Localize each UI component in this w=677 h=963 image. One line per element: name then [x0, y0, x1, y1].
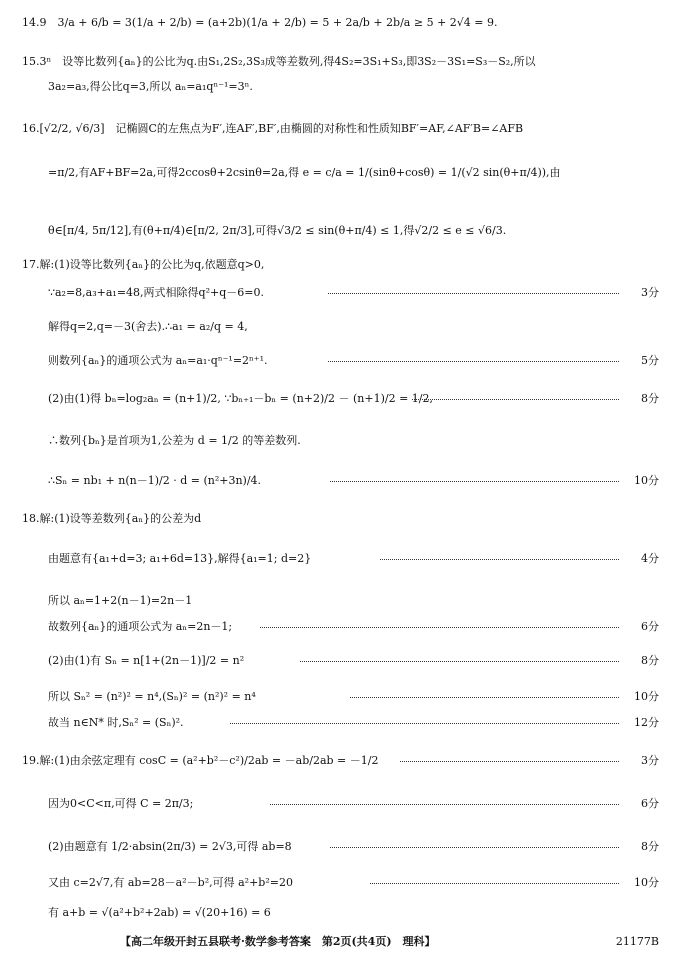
score-label: 12分 [634, 716, 659, 729]
line-text: (2)由(1)得 bₙ=log₂aₙ = (n+1)/2, ∵bₙ₊₁－bₙ = (n+2)/2 － (n+1)/2 = 1/2, [48, 392, 433, 405]
line-text: ∴数列{bₙ}是首项为1,公差为 d = 1/2 的等差数列. [48, 434, 301, 447]
score-label: 6分 [641, 797, 659, 810]
dot-leader [400, 761, 619, 762]
line-text: 18.解:(1)设等差数列{aₙ}的公差为d [22, 512, 202, 525]
line-text: 由题意有{a₁+d=3; a₁+6d=13},解得{a₁=1; d=2} [48, 552, 312, 565]
score-label: 3分 [641, 754, 659, 767]
answer-line [0, 53, 677, 71]
score-label: 5分 [641, 354, 659, 367]
dot-leader [380, 559, 619, 560]
line-text: 解得q=2,q=－3(舍去).∴a₁ = a₂/q = 4, [48, 320, 248, 333]
dot-leader [230, 723, 619, 724]
answer-line [0, 592, 677, 610]
answer-line [0, 618, 677, 636]
answer-line [0, 120, 677, 138]
line-text: 所以 aₙ=1+2(n－1)=2n－1 [48, 594, 193, 607]
score-label: 8分 [641, 654, 659, 667]
answer-line [0, 78, 677, 96]
answer-line [0, 390, 677, 408]
answer-line [0, 904, 677, 922]
line-text: θ∈[π/4, 5π/12],有(θ+π/4)∈[π/2, 2π/3],可得√3/2 ≤ sin(θ+π/4) ≤ 1,得√2/2 ≤ e ≤ √6/3. [48, 224, 507, 237]
answer-line [0, 838, 677, 856]
line-text: (2)由(1)有 Sₙ = n[1+(2n－1)]/2 = n² [48, 654, 245, 667]
score-label: 4分 [641, 552, 659, 565]
footer-title: 【高二年级开封五县联考·数学参考答案 第2页(共4页) 理科】 [120, 935, 436, 948]
score-label: 8分 [641, 392, 659, 405]
answer-line [0, 510, 677, 528]
line-text: 故数列{aₙ}的通项公式为 aₙ=2n－1; [48, 620, 233, 633]
score-label: 3分 [641, 286, 659, 299]
score-label: 10分 [634, 474, 659, 487]
dot-leader [300, 661, 619, 662]
dot-leader [330, 481, 619, 482]
line-text: 因为0<C<π,可得 C = 2π/3; [48, 797, 194, 810]
line-text: =π/2,有AF+BF=2a,可得2ccosθ+2csinθ=2a,得 e = c/a = 1/(sinθ+cosθ) = 1/(√2 sin(θ+π/4)),由 [48, 166, 561, 179]
answer-line [0, 222, 677, 240]
answer-line [0, 874, 677, 892]
dot-leader [412, 399, 619, 400]
answer-line [0, 714, 677, 732]
answer-line [0, 256, 677, 274]
line-text: 则数列{aₙ}的通项公式为 aₙ=a₁·qⁿ⁻¹=2ⁿ⁺¹. [48, 354, 268, 367]
answer-line [0, 688, 677, 706]
line-text: 19.解:(1)由余弦定理有 cosC = (a²+b²－c²)/2ab = －ab/2ab = －1/2 [22, 754, 379, 767]
line-text: ∴Sₙ = nb₁ + n(n－1)/2 · d = (n²+3n)/4. [48, 474, 262, 487]
answer-line [0, 432, 677, 450]
answer-line [0, 795, 677, 813]
line-text: 故当 n∈N* 时,Sₙ² = (Sₙ)². [48, 716, 184, 729]
score-label: 8分 [641, 840, 659, 853]
line-text: 有 a+b = √(a²+b²+2ab) = √(20+16) = 6 [48, 906, 271, 919]
dot-leader [328, 293, 619, 294]
dot-leader [330, 847, 619, 848]
score-label: 6分 [641, 620, 659, 633]
line-text: 又由 c=2√7,有 ab=28－a²－b²,可得 a²+b²=20 [48, 876, 293, 889]
dot-leader [270, 804, 619, 805]
answer-line [0, 352, 677, 370]
score-label: 10分 [634, 690, 659, 703]
answer-line [0, 164, 677, 182]
footer-code: 21177B [615, 935, 659, 948]
answer-line [0, 752, 677, 770]
line-text: (2)由题意有 1/2·absin(2π/3) = 2√3,可得 ab=8 [48, 840, 292, 853]
answer-line [0, 652, 677, 670]
page-footer [0, 933, 677, 951]
dot-leader [370, 883, 619, 884]
dot-leader [260, 627, 619, 628]
score-label: 10分 [634, 876, 659, 889]
answer-line [0, 550, 677, 568]
line-text: ∵a₂=8,a₃+a₁=48,两式相除得q²+q－6=0. [48, 286, 264, 299]
answer-line [0, 14, 677, 32]
dot-leader [328, 361, 619, 362]
answer-line [0, 472, 677, 490]
line-text: 16.[√2/2, √6/3] 记椭圆C的左焦点为F′,连AF′,BF′,由椭圆的对称性和性质知BF′=AF,∠AF′B=∠AFB [22, 122, 524, 135]
dot-leader [350, 697, 619, 698]
answer-line [0, 318, 677, 336]
line-text: 17.解:(1)设等比数列{aₙ}的公比为q,依题意q>0, [22, 258, 265, 271]
line-text: 14.9 3/a + 6/b = 3(1/a + 2/b) = (a+2b)(1/a + 2/b) = 5 + 2a/b + 2b/a ≥ 5 + 2√4 = 9. [22, 16, 498, 29]
answer-line [0, 284, 677, 302]
line-text: 所以 Sₙ² = (n²)² = n⁴,(Sₙ)² = (n²)² = n⁴ [48, 690, 256, 703]
line-text: 3a₂=a₃,得公比q=3,所以 aₙ=a₁qⁿ⁻¹=3ⁿ. [48, 80, 253, 93]
line-text: 15.3ⁿ 设等比数列{aₙ}的公比为q.由S₁,2S₂,3S₃成等差数列,得4S₂=3S₁+S₃,即3S₂－3S₁=S₃－S₂,所以 [22, 55, 536, 68]
